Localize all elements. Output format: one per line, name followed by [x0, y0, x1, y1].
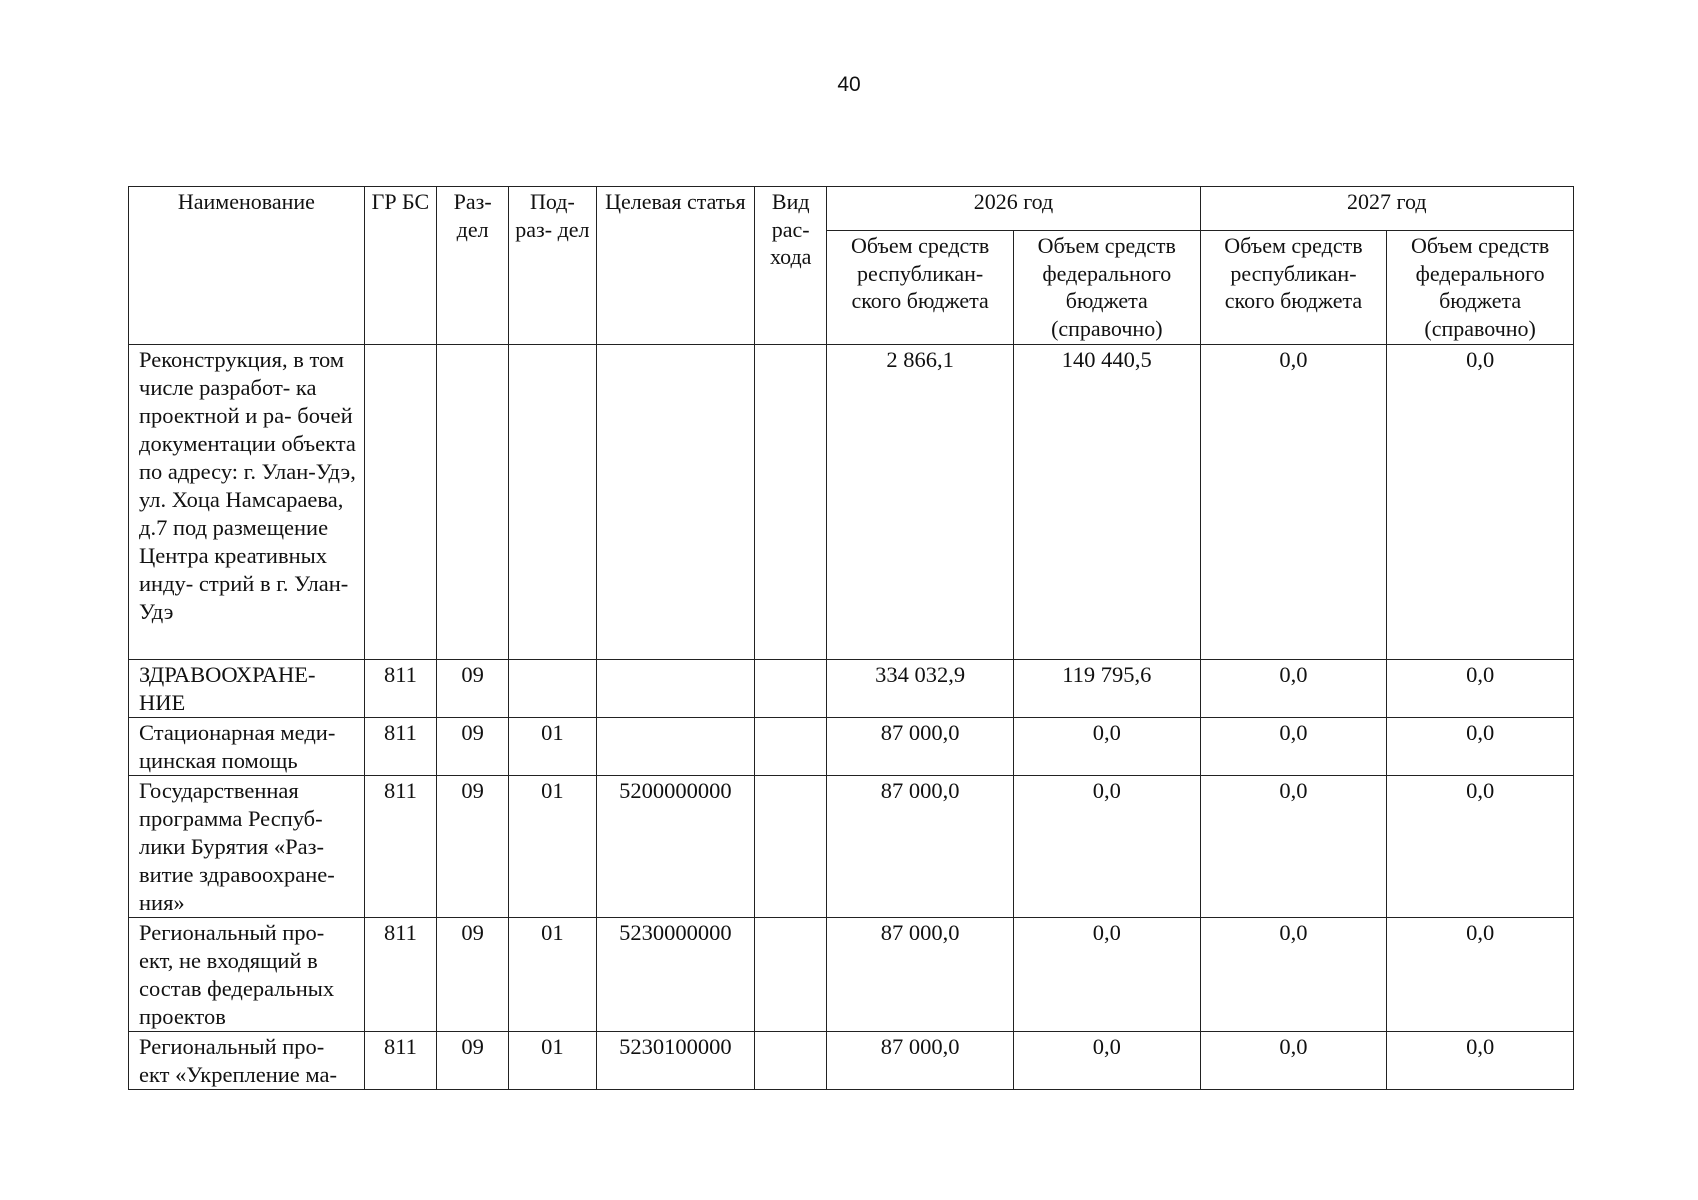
cell-grbs: 811 [364, 660, 436, 718]
cell-expense-type [755, 718, 827, 776]
header-2027-rep-budget: Объем средств республикан- ского бюджета [1200, 231, 1387, 345]
header-subsection: Под- раз- дел [509, 187, 596, 345]
cell-target-article [596, 345, 755, 660]
cell-subsection [509, 660, 596, 718]
cell-section: 09 [437, 918, 509, 1032]
cell-subsection: 01 [509, 918, 596, 1032]
cell-2026-fed: 0,0 [1013, 918, 1200, 1032]
header-section: Раз- дел [437, 187, 509, 345]
cell-2027-fed: 0,0 [1387, 918, 1574, 1032]
table-row [129, 776, 1574, 918]
cell-2027-rep: 0,0 [1200, 345, 1387, 660]
table-body [129, 345, 1574, 1090]
cell-name: Региональный про- ект «Укрепление ма- [129, 1032, 365, 1090]
cell-subsection [509, 345, 596, 660]
table-row [129, 718, 1574, 776]
cell-2027-fed: 0,0 [1387, 1032, 1574, 1090]
cell-expense-type [755, 776, 827, 918]
header-year-2027: 2027 год [1200, 187, 1573, 231]
table-row [129, 918, 1574, 1032]
cell-2027-rep: 0,0 [1200, 776, 1387, 918]
table-header [129, 187, 1574, 345]
cell-section: 09 [437, 1032, 509, 1090]
cell-subsection: 01 [509, 776, 596, 918]
cell-expense-type [755, 1032, 827, 1090]
header-2026-rep-budget: Объем средств республикан- ского бюджета [827, 231, 1014, 345]
cell-2026-rep: 87 000,0 [827, 1032, 1014, 1090]
cell-2026-rep: 2 866,1 [827, 345, 1014, 660]
cell-2026-fed: 119 795,6 [1013, 660, 1200, 718]
cell-grbs: 811 [364, 918, 436, 1032]
cell-target-article: 5200000000 [596, 776, 755, 918]
cell-2027-rep: 0,0 [1200, 660, 1387, 718]
cell-2026-rep: 334 032,9 [827, 660, 1014, 718]
page-number: 40 [837, 73, 861, 96]
cell-name: Стационарная меди- цинская помощь [129, 718, 365, 776]
cell-name: Реконструкция, в том числе разработ- ка проектной и ра- бочей документации объекта по адресу: г. Улан-Удэ, ул. Хоца Намсараева, д.7 под размещение Центра креативных инду- стрий в г. Улан-Удэ [129, 345, 365, 660]
cell-grbs: 811 [364, 776, 436, 918]
cell-subsection: 01 [509, 718, 596, 776]
cell-2026-fed: 0,0 [1013, 776, 1200, 918]
cell-name: Государственная программа Респуб- лики Бурятия «Раз- витие здравоохране- ния» [129, 776, 365, 918]
cell-grbs: 811 [364, 1032, 436, 1090]
cell-2026-fed: 0,0 [1013, 1032, 1200, 1090]
table-row [129, 1032, 1574, 1090]
cell-expense-type [755, 918, 827, 1032]
cell-section: 09 [437, 718, 509, 776]
cell-2026-fed: 0,0 [1013, 718, 1200, 776]
cell-2027-rep: 0,0 [1200, 1032, 1387, 1090]
cell-grbs [364, 345, 436, 660]
table-row [129, 345, 1574, 660]
cell-name: Региональный про- ект, не входящий в состав федеральных проектов [129, 918, 365, 1032]
cell-target-article [596, 718, 755, 776]
cell-2027-fed: 0,0 [1387, 718, 1574, 776]
cell-2026-fed: 140 440,5 [1013, 345, 1200, 660]
cell-2027-rep: 0,0 [1200, 718, 1387, 776]
cell-target-article: 5230100000 [596, 1032, 755, 1090]
cell-2027-fed: 0,0 [1387, 345, 1574, 660]
header-target-article: Целевая статья [596, 187, 755, 345]
cell-section: 09 [437, 776, 509, 918]
budget-table [128, 186, 1574, 1090]
table-row [129, 660, 1574, 718]
cell-section: 09 [437, 660, 509, 718]
cell-name: ЗДРАВООХРАНЕ- НИЕ [129, 660, 365, 718]
cell-grbs: 811 [364, 718, 436, 776]
header-grbs: ГР БС [364, 187, 436, 345]
header-2026-fed-budget: Объем средств федерального бюджета (справочно) [1013, 231, 1200, 345]
cell-target-article: 5230000000 [596, 918, 755, 1032]
header-name: Наименование [129, 187, 365, 345]
header-2027-fed-budget: Объем средств федерального бюджета (справочно) [1387, 231, 1574, 345]
cell-2027-rep: 0,0 [1200, 918, 1387, 1032]
cell-expense-type [755, 345, 827, 660]
cell-2026-rep: 87 000,0 [827, 776, 1014, 918]
cell-2026-rep: 87 000,0 [827, 718, 1014, 776]
header-expense-type: Вид рас- хода [755, 187, 827, 345]
cell-target-article [596, 660, 755, 718]
cell-2027-fed: 0,0 [1387, 660, 1574, 718]
cell-subsection: 01 [509, 1032, 596, 1090]
cell-2027-fed: 0,0 [1387, 776, 1574, 918]
cell-2026-rep: 87 000,0 [827, 918, 1014, 1032]
cell-section [437, 345, 509, 660]
header-year-2026: 2026 год [827, 187, 1200, 231]
cell-expense-type [755, 660, 827, 718]
